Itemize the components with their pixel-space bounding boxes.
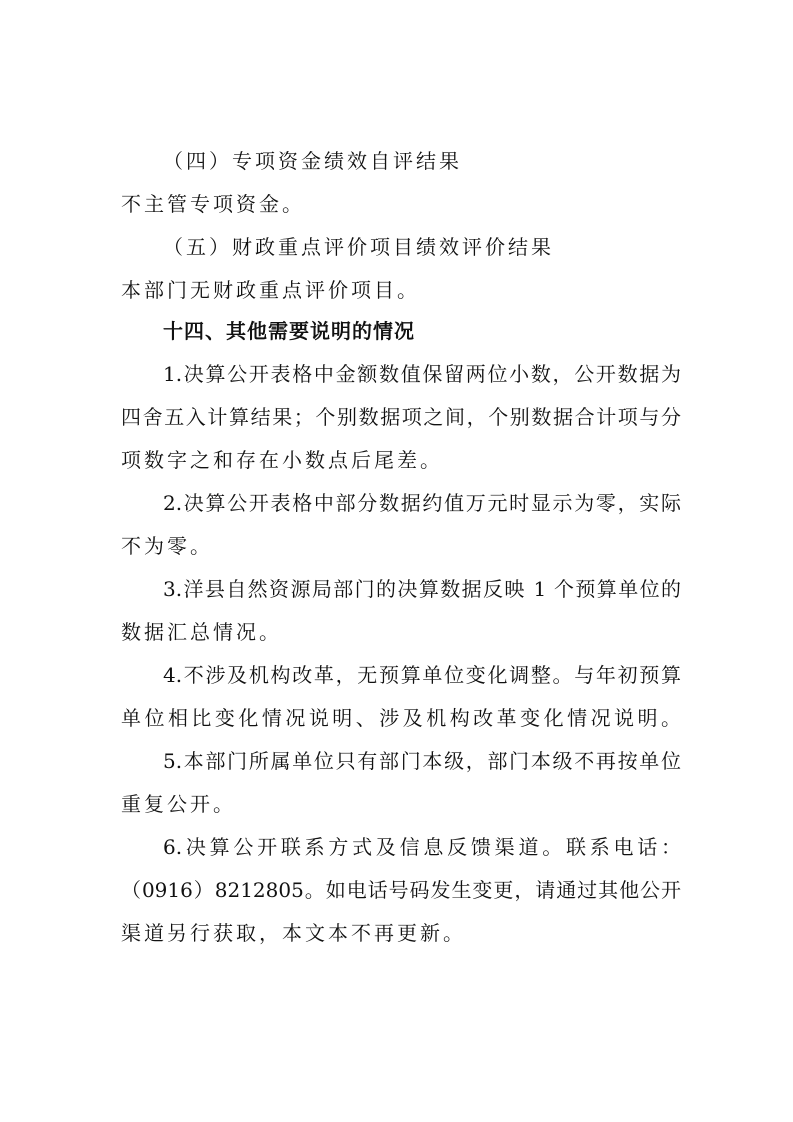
item-6-line-3: 渠道另行获取，本文本不再更新。 — [121, 921, 466, 945]
section-five-heading: （五）财政重点评价项目绩效评价结果 — [163, 235, 554, 259]
item-5-line-2: 重复公开。 — [121, 792, 236, 816]
item-6-line-1: 6.决算公开联系方式及信息反馈渠道。联系电话： — [163, 835, 681, 859]
item-4-line-1: 4.不涉及机构改革，无预算单位变化调整。与年初预算 — [163, 663, 681, 687]
section-four-heading: （四）专项资金绩效自评结果 — [163, 149, 462, 173]
item-2-line-2: 不为零。 — [121, 534, 213, 558]
item-3-line-2: 数据汇总情况。 — [121, 620, 282, 644]
section-four-body: 不主管专项资金。 — [121, 192, 305, 216]
item-1-line-2: 四舍五入计算结果；个别数据项之间，个别数据合计项与分 — [121, 405, 681, 429]
item-4-line-2: 单位相比变化情况说明、涉及机构改革变化情况说明。 — [121, 706, 681, 730]
section-five-body: 本部门无财政重点评价项目。 — [121, 278, 420, 302]
item-1-line-3: 项数字之和存在小数点后尾差。 — [121, 448, 443, 472]
item-6-line-2: （0916）8212805。如电话号码发生变更，请通过其他公开 — [121, 878, 681, 902]
section-fourteen-heading: 十四、其他需要说明的情况 — [163, 319, 415, 343]
item-3-line-1: 3.洋县自然资源局部门的决算数据反映 1 个预算单位的 — [163, 577, 681, 601]
item-1-line-1: 1.决算公开表格中金额数值保留两位小数，公开数据为 — [163, 362, 681, 386]
item-5-line-1: 5.本部门所属单位只有部门本级，部门本级不再按单位 — [163, 749, 681, 773]
item-2-line-1: 2.决算公开表格中部分数据约值万元时显示为零，实际 — [163, 491, 681, 515]
